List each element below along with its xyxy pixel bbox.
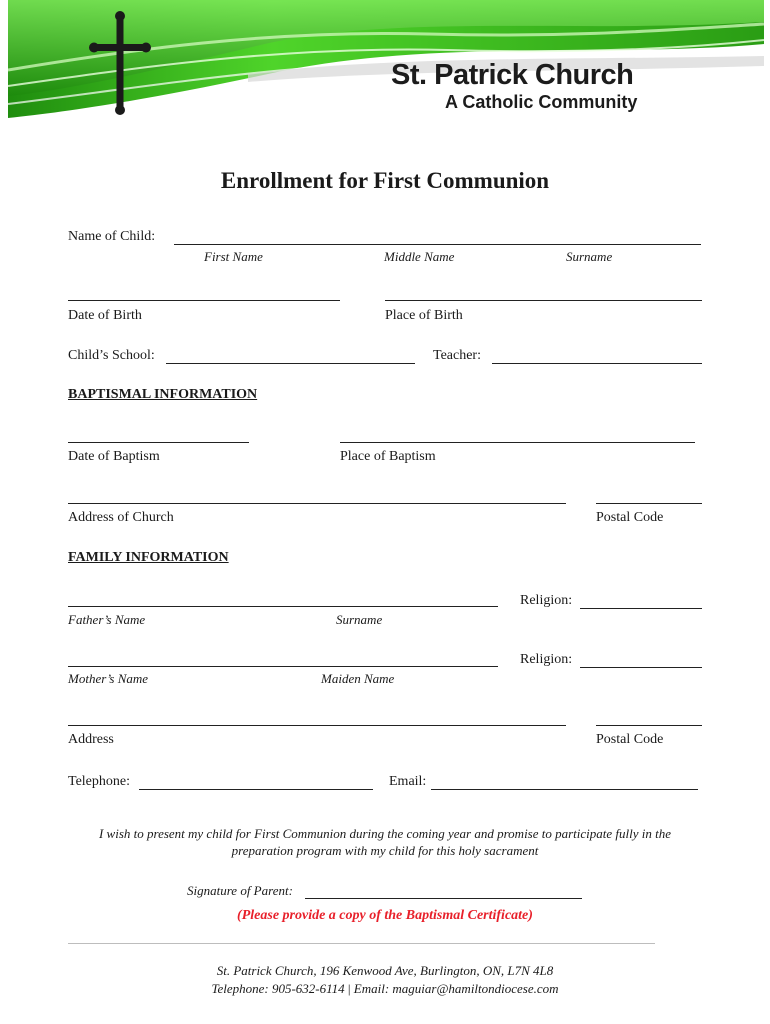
home-postal-code-field[interactable]: [596, 709, 702, 726]
father-religion-label: Religion:: [520, 593, 573, 608]
date-of-birth-label: Date of Birth: [68, 308, 142, 323]
middle-name-caption: Middle Name: [384, 249, 455, 264]
email-label: Email:: [389, 774, 427, 789]
teacher-label: Teacher:: [433, 348, 481, 363]
fathers-name-caption: Father’s Name: [68, 612, 146, 627]
mothers-name-caption: Mother’s Name: [68, 671, 149, 686]
telephone-field[interactable]: [139, 773, 373, 790]
church-subtitle: A Catholic Community: [445, 92, 638, 112]
church-postal-code-field[interactable]: [596, 487, 702, 504]
green-swoosh-graphic: [8, 0, 764, 122]
telephone-label: Telephone:: [68, 774, 130, 789]
statement-line-1: I wish to present my child for First Communion during the coming year and promise to participate fully in the: [98, 826, 672, 841]
address-of-church-label: Address of Church: [68, 510, 174, 525]
footer-address: St. Patrick Church, 196 Kenwood Ave, Burlington, ON, L7N 4L8: [216, 963, 554, 978]
church-postal-code-label: Postal Code: [596, 510, 664, 525]
childs-school-label: Child’s School:: [68, 348, 155, 363]
home-postal-code-label: Postal Code: [596, 732, 664, 747]
name-of-child-label: Name of Child:: [68, 229, 156, 244]
fathers-name-field[interactable]: [68, 590, 498, 607]
form-title: Enrollment for First Communion: [220, 168, 550, 193]
date-of-birth-field[interactable]: [68, 284, 340, 301]
home-address-field[interactable]: [68, 709, 566, 726]
footer-telephone: Telephone: 905-632-6114: [211, 981, 345, 996]
date-of-baptism-label: Date of Baptism: [68, 449, 160, 464]
date-of-baptism-field[interactable]: [68, 426, 249, 443]
footer-contact: [0, 981, 770, 997]
baptismal-information-heading: BAPTISMAL INFORMATION: [68, 387, 258, 402]
signature-label: Signature of Parent:: [187, 883, 293, 898]
church-address-field[interactable]: [68, 487, 566, 504]
teacher-field[interactable]: [492, 347, 702, 364]
father-religion-field[interactable]: [580, 592, 702, 609]
child-name-field[interactable]: [174, 228, 701, 245]
baptismal-certificate-notice: (Please provide a copy of the Baptismal Certificate): [237, 908, 533, 923]
statement-line-2: preparation program with my child for this holy sacrament: [231, 843, 539, 858]
childs-school-field[interactable]: [166, 347, 415, 364]
footer-divider: [68, 943, 655, 944]
first-name-caption: First Name: [204, 249, 263, 264]
maiden-name-caption: Maiden Name: [321, 671, 395, 686]
place-of-birth-label: Place of Birth: [385, 308, 463, 323]
surname-caption: Surname: [566, 249, 613, 264]
mother-religion-field[interactable]: [580, 651, 702, 668]
footer-email: Email: maguiar@hamiltondiocese.com: [353, 981, 559, 996]
place-of-birth-field[interactable]: [385, 284, 702, 301]
signature-field[interactable]: [305, 882, 582, 899]
footer-separator: |: [347, 981, 351, 996]
place-of-baptism-label: Place of Baptism: [340, 449, 436, 464]
mothers-name-field[interactable]: [68, 650, 498, 667]
email-field[interactable]: [431, 773, 698, 790]
header-banner: [8, 0, 764, 122]
address-label: Address: [68, 732, 114, 747]
place-of-baptism-field[interactable]: [340, 426, 695, 443]
church-name: St. Patrick Church: [391, 59, 634, 91]
mother-religion-label: Religion:: [520, 652, 573, 667]
family-information-heading: FAMILY INFORMATION: [68, 550, 229, 565]
father-surname-caption: Surname: [336, 612, 383, 627]
